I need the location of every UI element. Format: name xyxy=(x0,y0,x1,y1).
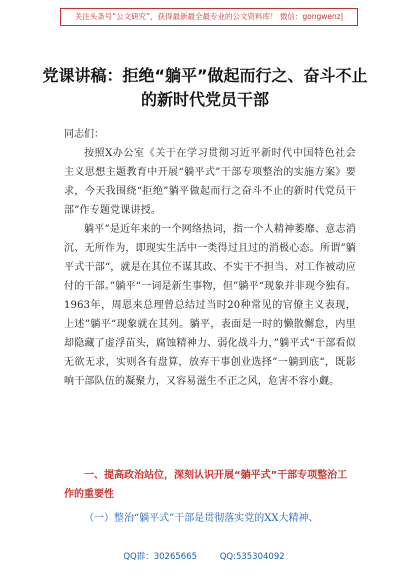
section-heading: 一、提高政治站位，深刻认识开展“躺平式”干部专项整治工作的重要性 xyxy=(64,470,348,500)
salutation: 同志们： xyxy=(64,129,104,140)
document-title: 党课讲稿：拒绝“躺平”做起而行之、奋斗不止的新时代党员干部 xyxy=(42,66,368,109)
body-paragraph-1: 按照X办公室《关于在学习贯彻习近平新时代中国特色社会主义思想主题教育中开展“躺平式”干部专项整治的实施方案》要求，今天我围绕“拒绝”躺平做起而行之奋斗不止的新时代党员干部”作专题党课讲授。 xyxy=(64,148,356,216)
top-promo-banner: 关注头条号“公文研究”，获得最新最全最专业的公文资料库！ 微信：gongwenz| xyxy=(60,8,358,26)
footer-qq-group: QQ群：30265665 xyxy=(123,552,198,562)
document-body xyxy=(64,144,356,391)
footer-contact xyxy=(0,550,408,562)
footer-qq: QQ:535304092 xyxy=(219,552,285,562)
subsection-heading: （一）整治“躺平式”干部是贯彻落实党的XX大精神、 xyxy=(84,513,319,524)
body-paragraph-2: 躺平”是近年来的一个网络热词，指一个人精神萎靡、意志消沉、无所作为，即现实生活中一类得过且过的消极心态。所谓”躺平式干部“，就是在其位不谋其政、不实干不担当、对工作被动应付的干部。”躺平“一词是新生事物，但”躺平“现象并非现今独有。1963年，周恩来总理曾总结过当时20种常见的官僚主义表现，上述”躺平“现象就在其列。躺平，表面是一时的懒散懈怠，内里却隐藏了虚浮苗头，腐蚀精神力、弱化战斗力，”躺平式“干部看似无欲无求，实则各有盘算，放弃干事创业选择”一躺到底“，既影响干部队伍的凝聚力，又容易滋生不正之风，危害不容小觑。 xyxy=(64,224,356,387)
